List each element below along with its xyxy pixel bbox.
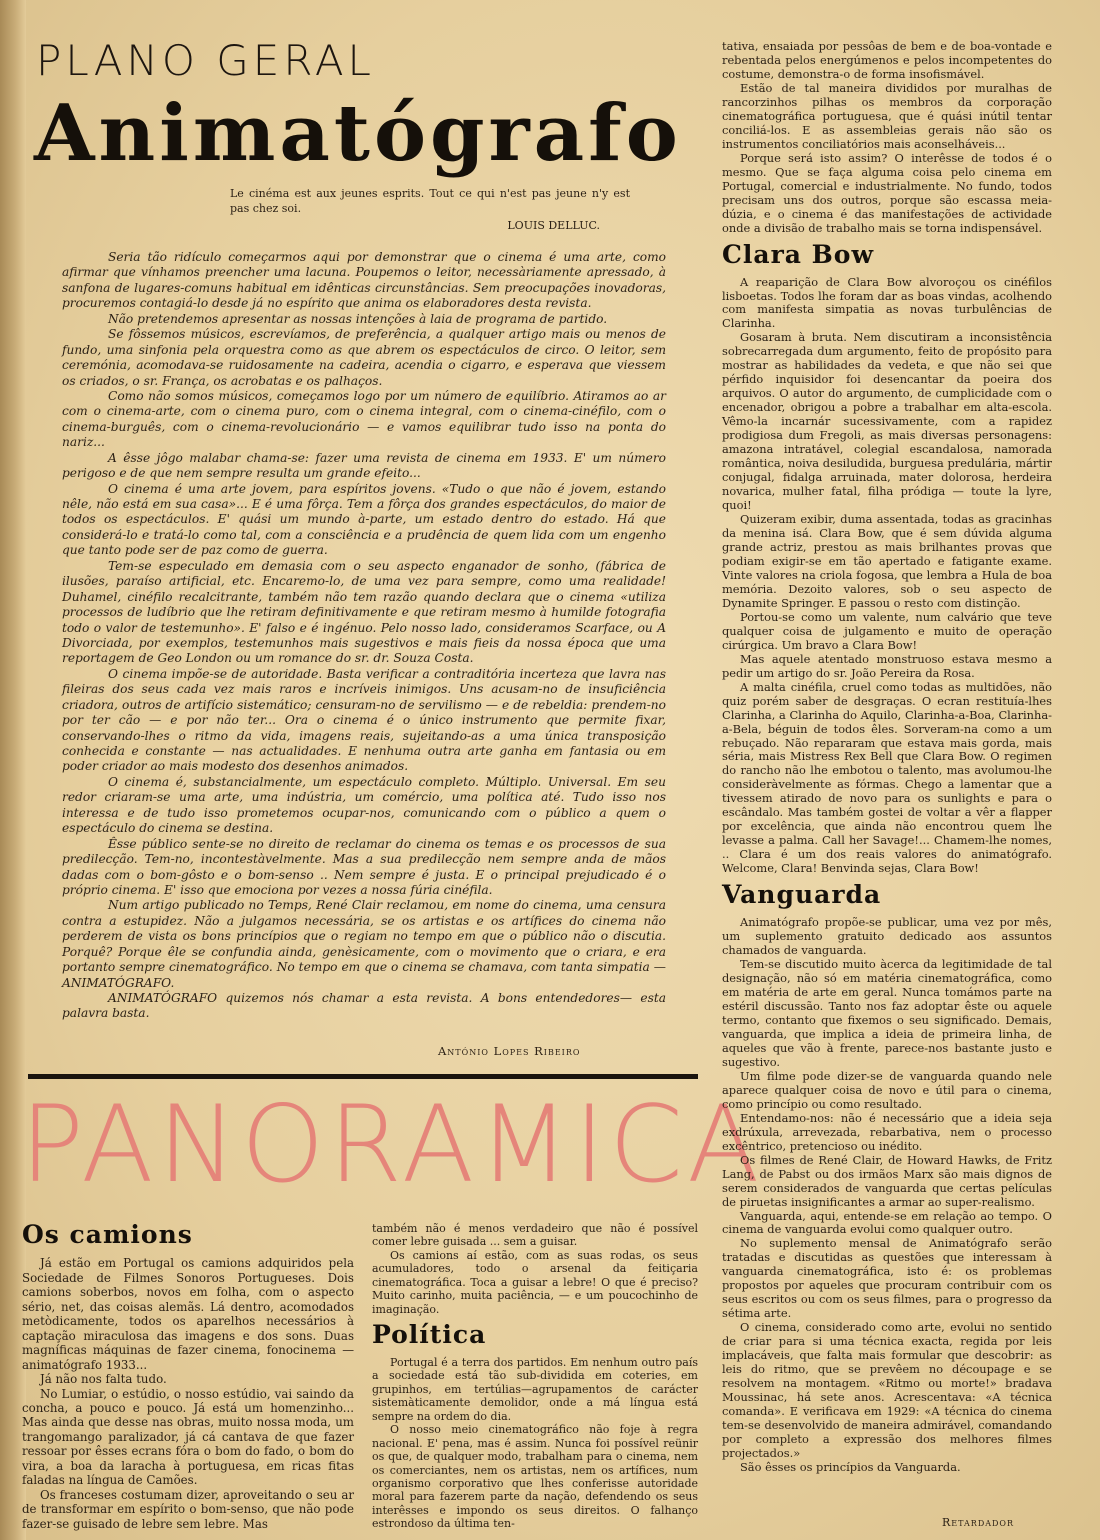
vanguarda-paragraph: No suplemento mensal de Animatógrafo serão tratadas e discutidas as questões que interessam à vanguarda cinematográfica, isto é: os problemas propostos por aqueles que procuram contribuir com os seus escritos ou com os seus filmes, para o progresso da sétima arte.: [722, 1236, 1052, 1321]
article-paragraph: Tem-se especulado em demasia com o seu aspecto enganador de sonho, (fábrica de ilusões, paraíso artificial, etc. Encaremo-lo, de uma vez para sempre, como uma realidade! Duhamel, cinéfilo recalcitrante, também não tem razão quando declara que o cinema «utiliza processos de ludíbrio que lhe retiram definitivamente e que retiram mesmo à humilde fotografia todo o valor de testemunho». E' falso e é ingénuo. Pelo nosso lado, consideramos Scarface, ou A Divorciada, por exemplos, testemunhos mais sugestivos e mais fieis da nossa época que uma reportagem de Geo London ou um romance do sr. dr. Souza Costa.: [62, 558, 666, 666]
politica-title: Política: [372, 1320, 487, 1350]
vanguarda-paragraph: Vanguarda, aqui, entende-se em relação ao tempo. O cinema de vanguarda evolui como qualquer outro.: [722, 1208, 1052, 1237]
right-intro-paragraph: tativa, ensaiada por pessôas de bem e de boa-vontade e rebentada pelos energúmenos e pelos incompetentes do costume, demonstra-o de forma insofismável.: [722, 39, 1052, 81]
camions-paragraph: Já estão em Portugal os camions adquiridos pela Sociedade de Filmes Sonoros Portugueses. Dois camions soberbos, novos em folha, com o aspecto sério, net, das coisas alemãs. Lá dentro, acomodados metòdicamente, todos os aparelhos necessários à captação miraculosa das imagens e dos sons. Duas magníficas máquinas de fazer cinema, fonocinema — animatógrafo 1933...: [22, 1256, 354, 1372]
right-intro-paragraph: Estão de tal maneira divididos por muralhas de rancorzinhos pilhas os membros da corporação cinematográfica portuguesa, que é quási inútil tentar conciliá-los. E as assembleias gerais não são os instrumentos conciliatórios mais aconselháveis...: [722, 80, 1052, 151]
camions-column: [22, 1222, 354, 1531]
middle-column: [372, 1222, 698, 1531]
vanguarda-paragraph: Um filme pode dizer-se de vanguarda quando nele aparece qualquer coisa de novo e útil para o cinema, como princípio ou como resultado.: [722, 1068, 1052, 1111]
article-paragraph: Seria tão ridículo começarmos aqui por demonstrar que o cinema é uma arte, como afirmar que vínhamos preencher uma lacuna. Poupemos o leitor, necessàriamente apressado, à sanfona de lugares-comuns habitual em idênticas circunstâncias. Sem preocupações inovadoras, procuremos contagiá-lo desde já no espírito que anima os elaboradores desta revista.: [62, 250, 666, 311]
article-paragraph: Se fôssemos músicos, escrevíamos, de preferência, a qualquer artigo mais ou menos de fundo, uma sinfonia pela orquestra como as que abrem os espectáculos de circo. O leitor, sem ceremónia, acomodava-se ruidosamente na cadeira, acendia o cigarro, e esperava que viessem os criados, o sr. França, os acrobatas e os palhaços.: [62, 327, 666, 388]
clara-paragraph: Mas aquele atentado monstruoso estava mesmo a pedir um artigo do sr. João Pereira da Rosa.: [722, 651, 1052, 680]
middle-intro: também não é menos verdadeiro que não é possível comer lebre guisada ... sem a guisar.: [372, 1222, 698, 1249]
vanguarda-title: Vanguarda: [722, 880, 882, 910]
vanguarda-paragraph: Os filmes de René Clair, de Howard Hawks, de Fritz Lang, de Pabst ou dos irmãos Marx são mais dignos de serem considerados de vanguarda que certas películas de piruetas insignificantes a armar ao super-realismo.: [722, 1152, 1052, 1209]
right-intro-paragraph: Porque será isto assim? O interêsse de todos é o mesmo. Que se faça alguma coisa pelo cinema em Portugal, comercial e industrialmente. No fundo, todos precisam uns dos outros, porque são escassa meia-dúzia, e o cinema é das manifestações de actividade onde a divisão de trabalho mais se torna indispensável.: [722, 150, 1052, 235]
camions-paragraph: Já não nos falta tudo.: [40, 1372, 167, 1387]
camions-paragraph: Os franceses costumam dizer, aproveitando o seu ar de transformar em espírito o bom-senso, que não pode fazer-se guisado de lebre sem lebre. Mas: [22, 1487, 354, 1531]
article-paragraph: Como não somos músicos, começamos logo por um número de equilíbrio. Atiramos ao ar com o cinema-arte, com o cinema puro, com o cinema integral, com o cinema-cinéfilo, com o cinema-burguês, com o cinema-revolucionário — e vamos equilibrar tudo isso na ponta do nariz...: [62, 388, 666, 450]
section-divider: [28, 1074, 698, 1079]
clara-bow-title: Clara Bow: [722, 239, 874, 269]
politica-paragraph: Portugal é a terra dos partidos. Em nenhum outro país a sociedade está tão sub-dividida em coteries, em grupinhos, em tertúlias—agrupamentos de carácter sistemàticamente demolidor, onde a má língua está sempre na ordem do dia.: [372, 1355, 698, 1423]
clara-paragraph: Portou-se como um valente, num calvário que teve qualquer coisa de julgamento e muito de operação cirúrgica. Um bravo a Clara Bow!: [722, 609, 1052, 652]
right-signature: Retardador: [942, 1516, 1015, 1529]
camions-title: Os camions: [22, 1220, 193, 1249]
article-signature: António Lopes Ribeiro: [438, 1044, 581, 1058]
camions-paragraph: No Lumiar, o estúdio, o nosso estúdio, vai saindo da concha, a pouco e pouco. Já está um homenzinho... Mas ainda que desse nas obras, muito nossa moda, um trangomango paralizador, já cá cantava de que fazer ressoar por êsses ecrans fóra o bom do fado, o bom do vira, a boa da laracha à portuguesa, em ricas fitas faladas na língua de Camões.: [22, 1386, 354, 1488]
vanguarda-paragraph: Tem-se discutido muito àcerca da legitimidade de tal designação, não só em matéria cinematográfica, como em matéria de arte em geral. Nunca tomámos parte na estéril discussão. Tanto nos faz adoptar êste ou aquele termo, contanto que fixemos o seu significado. Demais, vanguarda, que implica a ideia de primeira linha, de aqueles que vão à frente, parece-nos bastante justo e sugestivo.: [722, 957, 1052, 1069]
clara-paragraph: A reaparição de Clara Bow alvoroçou os cinéfilos lisboetas. Todos lhe foram dar as boas vindas, acolhendo com manifesta simpatia as novas turbulências de Clarinha.: [722, 274, 1052, 331]
vanguarda-paragraph: Entendamo-nos: não é necessário que a ideia seja exdrúxula, arrevezada, rebarbativa, nem o processo excêntrico, pretencioso ou inédito.: [722, 1110, 1052, 1153]
politica-paragraph: O nosso meio cinematográfico não foje à regra nacional. E' pena, mas é assim. Nunca foi possível reünir os que, de qualquer modo, trabalham para o cinema, nem os comerciantes, nem os artistas, nem os artífices, num organismo corporativo que lhes conferisse autoridade moral para fazerem parte da nação, defendendo os seus interêsses e impondo os seus direitos. O falhanço estrondoso da última ten-: [372, 1423, 698, 1531]
vanguarda-paragraph: São êsses os princípios da Vanguarda.: [740, 1459, 961, 1474]
clara-paragraph: Quizeram exibir, duma assentada, todas as gracinhas da menina isá. Clara Bow, que é sem dúvida alguma grande actriz, prestou as mais brilhantes provas que podiam exigir-se em tão apertado e fatigante exame. Vinte valores na criola fogosa, que lembra a Hula de boa memória. Dezoito valores, sob o seu aspecto de Dynamite Springer. E passou o resto com distinção.: [722, 512, 1052, 610]
section-header: PLANO GERAL: [36, 36, 375, 85]
editorial-article: [62, 250, 666, 1022]
right-column: [722, 40, 1052, 1475]
article-paragraph: Não pretendemos apresentar as nossas intenções à laia de programa de partido.: [108, 311, 608, 326]
epigraph: [230, 186, 630, 233]
article-paragraph: O cinema é uma arte jovem, para espíritos jovens. «Tudo o que não é jovem, estando nêle, não está em sua casa»... E é uma fôrça. Tem a fôrça dos grandes espectáculos, do maior de todos os espectáculos. E' quási um mundo à-parte, um estado dentro do estado. Há que considerá-lo e tratá-lo como tal, com a consciência e a prudência de quem lida com um engenho que tanto pode ser de paz como de guerra.: [62, 481, 666, 558]
panoramica-heading: PANORAMICA: [20, 1083, 764, 1206]
article-paragraph: Num artigo publicado no Temps, René Clair reclamou, em nome do cinema, uma censura contra a estupidez. Não a julgamos necessária, se os artistas e os artífices do cinema não perderem de vista os bons princípios que o regiam no tempo em que o público não o discutia. Porquê? Porque êle se confundia ainda, genèsicamente, com o movimento que o criara, e era portanto sempre cinematográfico. No tempo em que o cinema se chamava, com tanta simpatia — ANIMATÓGRAFO.: [62, 898, 666, 990]
vanguarda-paragraph: Animatógrafo propõe-se publicar, uma vez por mês, um suplemento gratuito dedicado aos assuntos chamados de vanguarda.: [722, 915, 1052, 958]
middle-paragraph: Os camions aí estão, com as suas rodas, os seus acumuladores, todo o arsenal da feitiçaria cinematográfica. Toca a guisar a lebre! O que é preciso? Muito carinho, muita paciência, — e um poucochinho de imaginação.: [372, 1248, 698, 1316]
article-paragraph: Êsse público sente-se no direito de reclamar do cinema os temas e os processos de sua predilecção. Tem-no, incontestàvelmente. Mas a sua predilecção nem sempre anda de mãos dadas com o bom-gôsto e o bom-senso .. Nem sempre é justa. E o principal prejudicado é o próprio cinema. E' isso que emociona por vezes a nossa fúria cinéfila.: [62, 836, 666, 897]
article-paragraph: O cinema é, substancialmente, um espectáculo completo. Múltiplo. Universal. Em seu redor criaram-se uma arte, uma indústria, um comércio, uma política até. Tudo isso nos interessa e de tudo isso prometemos ocupar-nos, comunicando com o público a quem o espectáculo do cinema se destina.: [62, 774, 666, 836]
article-paragraph: ANIMATÓGRAFO quizemos nós chamar a esta revista. A bons entendedores— esta palavra basta.: [62, 991, 666, 1021]
article-paragraph: O cinema impõe-se de autoridade. Basta verificar a contraditória incerteza que lavra nas fileiras dos seus cada vez mais raros e incríveis inimigos. Uns acusam-no de insuficiência criadora, outros de artifício sistemático; censuram-no de servilismo — e de rebeldia: prendem-no por ter cão — e por não ter... Ora o cinema é o único instrumento que permite fixar, conservando-lhes o ritmo da vida, imagens reais, sujeitando-as a uma única transposição conhecida e constante — nas actualidades. E nenhuma outra arte ganha em fantasia ou em poder criador ao mais modesto dos desenhos animados.: [62, 666, 666, 774]
clara-paragraph: A malta cinéfila, cruel como todas as multidões, não quiz porém saber de desgraças. O ecran restituía-lhes Clarinha, a Clarinha do Aquilo, Clarinha-a-Boa, Clarinha-a-Bela, béguin de todos êles. Sorveram-na como a um rebuçado. Não repararam que estava mais gorda, mais séria, mais Mistress Rex Bell que Clara Bow. O regimen do rancho não lhe embotou o talento, mas avolumou-lhe consideràvelmente as fórmas. Chego a lamentar que a tivessem atirado de novo para os sunlights e para o escândalo. Mas também gostei de voltar a vêr a flapper por excelência, que ainda não encontrou quem lhe levasse a palma. Call her Savage!... Chamem-lhe nomes, .. Clara é um dos reais valores do animatógrafo. Welcome, Clara! Benvinda sejas, Clara Bow!: [722, 679, 1052, 876]
clara-paragraph: Gosaram à bruta. Nem discutiram a inconsistência sobrecarregada dum argumento, feito de propósito para mostrar as habilidades da vedeta, e que não sei que pérfido inquisidor foi desencantar da poeira dos arquivos. O autor do argumento, de cumplicidade com o encenador, obrigou a pobre a trabalhar em alta-escola. Vêmo-la incarnár sucessivamente, com a rapidez prodigiosa dum Fregoli, as mais diversas personagens: amazona intratável, colegial escandalosa, namorada romântica, noiva desiludida, burguesa predulária, mártir conjugal, fidalga arruinada, mater dolorosa, herdeira novarica, mulher fatal, filha pródiga — toute la lyre, quoi!: [722, 330, 1052, 513]
epigraph-text: Le cinéma est aux jeunes esprits. Tout ce qui n'est pas jeune n'y est pas chez soi.: [230, 187, 630, 215]
epigraph-author: LOUIS DELLUC.: [507, 219, 600, 232]
vanguarda-paragraph: O cinema, considerado como arte, evolui no sentido de criar para si uma técnica exacta, regida por leis implacáveis, que falta mais formular que descobrir: as leis do ritmo, que se prevêem no découpage e se resolvem na montagem. «Ritmo ou morte!» bradava Moussinac, há sete anos. Acrescentava: «A técnica comanda». E verificava em 1929: «A técnica do cinema tem-se desenvolvido de maneira admirável, comandando por completo a expressão dos melhores filmes projectados.»: [722, 1320, 1052, 1460]
article-paragraph: A êsse jôgo malabar chama-se: fazer uma revista de cinema em 1933. E' um número perigoso e de que nem sempre resulta um grande efeito...: [62, 450, 666, 481]
masthead-title: Animatógrafo: [34, 88, 682, 179]
